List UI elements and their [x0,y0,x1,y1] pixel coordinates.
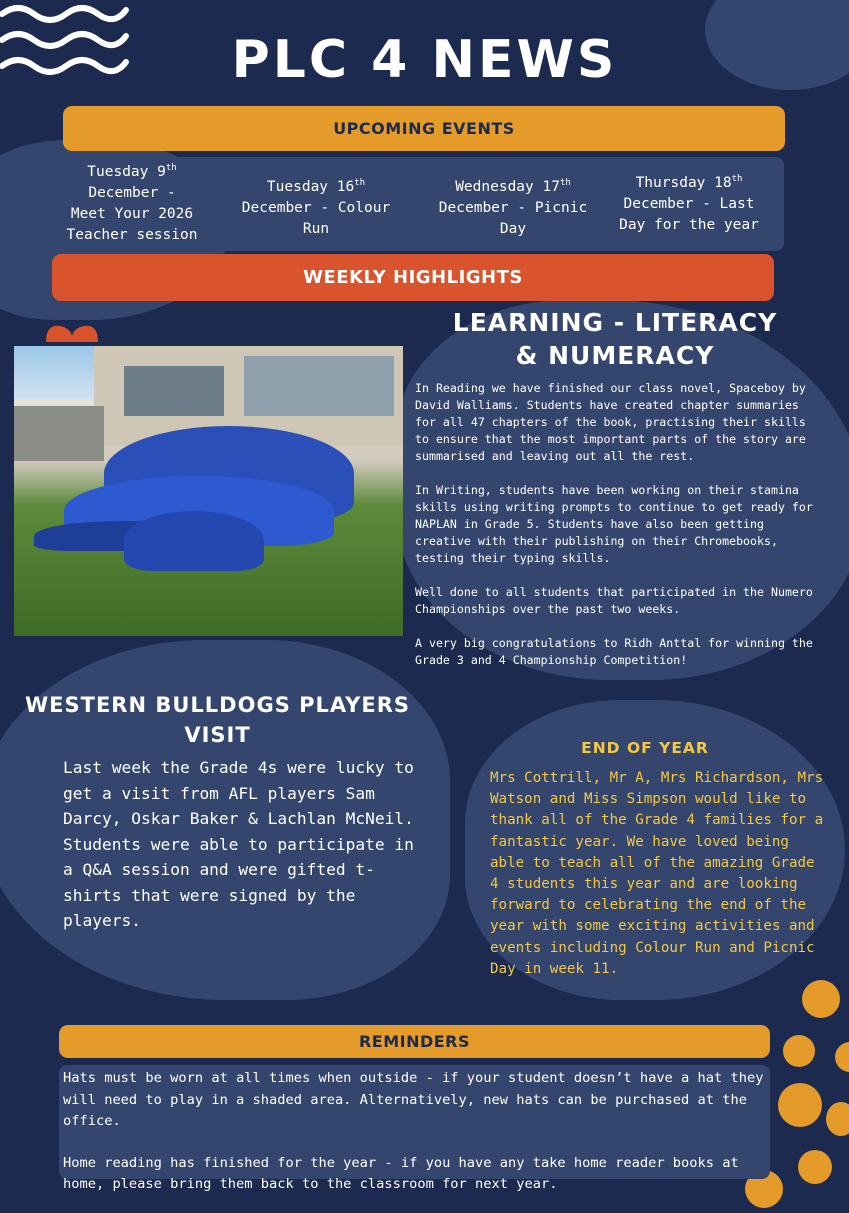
page-title: PLC 4 NEWS [231,30,618,90]
bulldogs-text [63,755,418,934]
decorative-dot [826,1102,849,1136]
end-of-year-text [490,768,825,980]
event-day-suffix: th [731,174,743,184]
reminders-text [63,1068,768,1213]
bulldogs-heading-line: VISIT [184,723,251,747]
decorative-dot [802,980,840,1018]
decorative-dot [835,1042,849,1072]
event-text: December - Colour [241,199,391,216]
reminder-paragraph: Hats must be worn at all times when outside - if your student doesn’t have a hat they will need to play in a shaded area. Alternatively, new hats can be purchased at the office. [63,1070,764,1129]
learning-heading-line: & NUMERACY [515,341,715,370]
event-day: Tuesday 16 [266,178,355,195]
event-text: Day [499,220,527,237]
decorative-dot [783,1035,815,1067]
event-day-suffix: th [354,178,366,188]
reminder-paragraph: Home reading has finished for the year - if you have any take home reader books at home, please bring them back to the classroom for next year. [63,1154,739,1192]
event-day-suffix: th [165,163,177,173]
event-item [618,169,760,236]
learning-heading-line: LEARNING - LITERACY [452,308,778,337]
event-text: Teacher session [66,226,198,243]
bulldogs-heading-line: WESTERN BULLDOGS PLAYERS [25,693,410,717]
event-text: December - Last [623,195,755,212]
weekly-highlights-heading [52,254,774,301]
bulldogs-heading [20,690,415,750]
event-day: Thursday 18 [635,174,732,191]
learning-heading [430,306,800,372]
event-text: Run [302,220,330,237]
event-day: Wednesday 17 [455,178,560,195]
learning-paragraph: In Reading we have finished our class novel, Spaceboy by David Walliams. Students have created chapter summaries for all 47 chapters of the book, practising their skills to ensure that the most important parts of the story are summarised and leaving out all the rest. [415,381,806,463]
event-item [430,173,596,240]
weekly-highlights-label: WEEKLY HIGHLIGHTS [303,267,523,288]
learning-paragraph: A very big congratulations to Ridh Anttal for winning the Grade 3 and 4 Championship Competition! [415,636,813,667]
event-item [230,173,402,240]
end-of-year-paragraph: Mrs Cottrill, Mr A, Mrs Richardson, Mrs Watson and Miss Simpson would like to thank all of the Grade 4 families for a fantastic year. We have loved being able to teach all of the amazing Grade 4 students this year and are looking forward to celebrating the end of the year with some exciting activities and events including Colour Run and Picnic Day in week 11. [490,770,824,977]
learning-text [415,380,825,686]
reminders-label: REMINDERS [358,1032,471,1051]
upcoming-events-heading [63,106,785,151]
event-text: Meet Your 2026 [70,205,194,222]
learning-paragraph: In Writing, students have been working on their stamina skills using writing prompts to continue to get ready for NAPLAN in Grade 5. Students have also been getting creative with their publishing on their Chromebooks, testing their typing skills. [415,483,813,565]
event-day: Tuesday 9 [87,163,166,180]
event-text: December - Picnic [438,199,588,216]
event-text: December - [88,184,176,201]
event-item [58,158,206,246]
upcoming-events-label: UPCOMING EVENTS [333,119,515,138]
end-of-year-label: END OF YEAR [581,739,709,757]
event-day-suffix: th [559,178,571,188]
event-text: Day for the year [619,216,759,233]
learning-paragraph: Well done to all students that participated in the Numero Championships over the past two weeks. [415,585,813,616]
reminders-heading [59,1025,770,1058]
class-photo [14,346,403,636]
decorative-dot [778,1083,822,1127]
bulldogs-paragraph: Last week the Grade 4s were lucky to get a visit from AFL players Sam Darcy, Oskar Baker & Lachlan McNeil. Students were able to participate in a Q&A session and were gifted t-shirts that were signed by the players. [63,758,414,930]
end-of-year-heading [560,738,730,758]
decorative-dot [798,1150,832,1184]
